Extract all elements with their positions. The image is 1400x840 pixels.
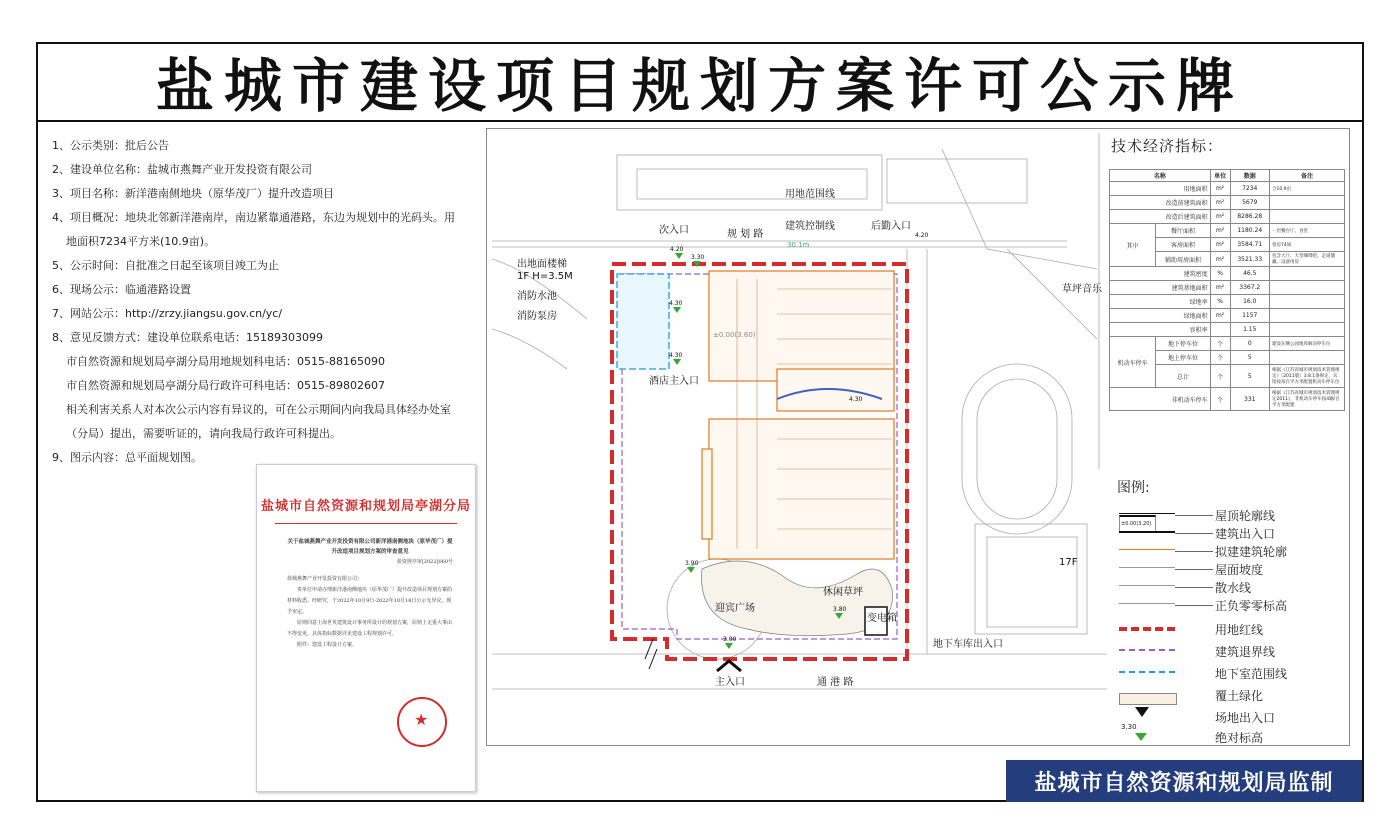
tech-row: [1110, 196, 1345, 210]
info-item: （分局）提出，需要听证的，请向我局行政许可科提出。: [66, 427, 341, 440]
tech-note: [1270, 196, 1345, 210]
tech-title: 技术经济指标：: [1111, 137, 1224, 155]
tech-note: [1270, 351, 1345, 365]
doc-header: 盐城市自然资源和规划局亭湖分局: [260, 499, 471, 514]
tech-unit: 个: [1210, 337, 1230, 351]
tech-unit: m²: [1210, 238, 1230, 252]
tech-value: 5: [1230, 365, 1269, 388]
tech-unit: m²: [1210, 224, 1230, 238]
tech-value: 5: [1230, 351, 1269, 365]
label-garage: 地下车库出入口: [933, 639, 1003, 650]
tech-note: [1270, 281, 1345, 295]
tech-note: [1270, 323, 1345, 337]
legend-item-label: 拟建建筑轮廓: [1215, 545, 1288, 559]
tech-header: 名称: [1110, 170, 1211, 182]
legend-item-label: 散水线: [1215, 581, 1252, 595]
doc-subject: 关于盐城燕舞产业开发投资有限公司新洋港南侧地块（原华茂厂）提升改造项目规划方案的审查意见: [287, 539, 453, 555]
legend-symbol: [1119, 693, 1177, 705]
elevation-label: 4.30: [669, 300, 683, 307]
info-item: 3、项目名称：新洋港南侧地块（原华茂厂）提升改造项目: [52, 187, 334, 200]
info-item: 4、项目概况：地块北邻新洋港南岸，南边紧靠通港路，东边为规划中的光码头。用: [52, 211, 455, 224]
tech-note: 客房74间: [1270, 238, 1345, 252]
tech-row: [1110, 267, 1345, 281]
legend-symbol: [1119, 603, 1175, 604]
tech-group: 机动车停车: [1110, 337, 1156, 388]
label-control: 建筑控制线: [785, 221, 835, 232]
tech-unit: m²: [1210, 196, 1230, 210]
tech-unit: 个: [1210, 351, 1230, 365]
tech-name: 客房面积: [1156, 238, 1210, 252]
info-item: 8、意见反馈方式：建设单位联系电话：15189303099: [52, 331, 323, 344]
tech-group: 其中: [1110, 224, 1156, 267]
info-item: 市自然资源和规划局亭湖分局用地规划科电话：0515-88165090: [66, 355, 385, 368]
tech-name: 绿地率: [1110, 295, 1211, 309]
tech-value: 1.15: [1230, 323, 1269, 337]
tech-table: [1109, 169, 1345, 411]
legend-item-label: 建筑退界线: [1215, 645, 1276, 659]
label-lawn-music: 草坪音乐: [1062, 284, 1102, 295]
legend-leader: [1175, 569, 1213, 570]
main-entry-arrow: [717, 661, 741, 671]
label-road-north: 规 划 路: [727, 229, 764, 240]
legend-leader: [1175, 533, 1213, 534]
tech-value: 7234: [1230, 182, 1269, 196]
doc-addressee: 盐城燕舞产业开发投资有限公司：: [287, 576, 363, 582]
tech-row: [1110, 309, 1345, 323]
site-plan-panel: [486, 128, 1350, 746]
tech-name: 建筑基地面积: [1110, 281, 1211, 295]
tech-value: 8286.28: [1230, 210, 1269, 224]
legend-symbol: [1119, 627, 1175, 631]
doc-paragraph: 原则同意上海世英建筑设计事务所设计的规划方案，原则上无重大事由不得变更，具体指标数据详见建设工程规划许可。: [287, 620, 453, 637]
tech-note: 建设东侧公园地库解决停车位: [1270, 337, 1345, 351]
info-item: 6、现场公示：临通港路设置: [52, 283, 191, 296]
label-lawn: 休闲草坪: [823, 587, 863, 598]
tech-body: [1110, 182, 1345, 411]
info-item: 1、公示类别：批后公告: [52, 139, 169, 152]
official-seal: [397, 697, 447, 747]
info-item: 5、公示时间：自批准之日起至该项目竣工为止: [52, 259, 279, 272]
doc-header-rule: [275, 523, 457, 524]
label-stairs: 出地面楼梯: [517, 259, 567, 270]
tech-unit: 个: [1210, 365, 1230, 388]
legend-symbol: [1135, 707, 1149, 717]
tech-note: 包含大厅、大堂咖啡吧、走道储藏、设备用房: [1270, 252, 1345, 267]
label-hotel-entry: 酒店主入口: [649, 376, 699, 387]
tech-unit: m²: [1210, 252, 1230, 267]
tech-unit: 个: [1210, 388, 1230, 411]
elevation-label: 3.80: [833, 606, 847, 613]
tech-note: [1270, 210, 1345, 224]
tech-row: [1110, 323, 1345, 337]
tech-value: 16.0: [1230, 295, 1269, 309]
elevation-label: 4.30: [669, 352, 683, 359]
tech-name: 餐厅面积: [1156, 224, 1210, 238]
legend-symbol: [1119, 549, 1175, 550]
tech-note: 根据《江苏省城市规划技术管理规定》（2011版）3.8.1条规定，宾馆按每百平方米配置机动车停车位: [1270, 365, 1345, 388]
elevation-label: 4.30: [849, 396, 863, 403]
tech-value: 3367.2: [1230, 281, 1269, 295]
tech-unit: %: [1210, 267, 1230, 281]
tech-name: 容积率: [1110, 323, 1211, 337]
label-stairs-height: 1F H=3.5M: [517, 271, 573, 282]
legend-leader: [1175, 551, 1213, 552]
legend-title: 图例:: [1117, 480, 1150, 496]
tech-name: 改造后建筑面积: [1110, 210, 1211, 224]
tech-header: 备注: [1270, 170, 1345, 182]
tech-unit: [1210, 323, 1230, 337]
legend-item-label: 屋面坡度: [1215, 563, 1264, 577]
legend-symbol: [1119, 513, 1175, 514]
label-substation: 变电箱: [867, 613, 897, 624]
legend-symbol: [1135, 733, 1147, 741]
tech-value: 46.5: [1230, 267, 1269, 281]
legend-elevation-sample: 3.30: [1121, 723, 1137, 731]
legend-item-label: 覆土绿化: [1215, 689, 1264, 703]
approval-document: [256, 464, 476, 792]
elevation-label: 3.00: [723, 636, 737, 643]
tech-row: [1110, 182, 1345, 196]
tech-row: [1110, 281, 1345, 295]
tech-unit: m²: [1210, 309, 1230, 323]
tech-value: 331: [1230, 388, 1269, 411]
legend-leader: [1175, 587, 1213, 588]
tech-header: 数据: [1230, 170, 1269, 182]
info-item: 9、图示内容：总平面规划图。: [52, 451, 202, 464]
label-fire-pump: 消防泵房: [517, 311, 557, 322]
tech-name: 用地面积: [1110, 182, 1211, 196]
label-main-entry: 主入口: [715, 677, 745, 688]
tech-note: 一层餐台厅、食堂: [1270, 224, 1345, 238]
tech-row: [1110, 295, 1345, 309]
tech-value: 1180.24: [1230, 224, 1269, 238]
label-boundary: 用地范围线: [785, 189, 835, 200]
info-item: 2、建设单位名称：盐城市燕舞产业开发投资有限公司: [52, 163, 312, 176]
legend-item-label: 地下室范围线: [1215, 667, 1288, 681]
tech-unit: m²: [1210, 281, 1230, 295]
legend-item-label: 屋顶轮廓线: [1215, 509, 1276, 523]
label-17f: 17F: [1059, 557, 1078, 568]
label-zero-elevation: ±0.00(3.60): [713, 331, 756, 339]
info-item: 市自然资源和规划局亭湖分局行政许可科电话：0515-89802607: [66, 379, 385, 392]
legend-item-label: 场地出入口: [1215, 711, 1276, 725]
footer-banner: 盐城市自然资源和规划局监制: [1006, 760, 1362, 802]
doc-paragraph: 贵单位申请办理新洋港南侧地块（原华茂厂）提升改造项目规划方案的材料收悉。经研究，于2022年10月9日-2022年10月18日公示无异议，现予审定。: [287, 587, 453, 615]
tech-value: 5679: [1230, 196, 1269, 210]
legend-symbol: [1119, 585, 1175, 586]
elevation-label: 4.20: [915, 232, 929, 239]
tech-note: 根据《江苏省城市规划技术管理规定2011》，非机动车停车按4辆/百平方米配建: [1270, 388, 1345, 411]
elevation-label: 3.30: [691, 254, 705, 261]
tech-name: 绿地面积: [1110, 309, 1211, 323]
elevation-label: 4.20: [670, 246, 684, 253]
legend-symbol: [1119, 531, 1175, 533]
label-plaza: 迎宾广场: [715, 603, 755, 614]
elevation-label: 3.90: [685, 560, 699, 567]
tech-value: 3584.71: [1230, 238, 1269, 252]
tech-row: [1110, 337, 1345, 351]
info-list: [52, 134, 472, 470]
tech-note: [1270, 309, 1345, 323]
tech-name: 总计: [1156, 365, 1210, 388]
tech-note: [1270, 267, 1345, 281]
tech-unit: m²: [1210, 182, 1230, 196]
sign-title: 盐城市建设项目规划方案许可公示牌: [36, 42, 1364, 122]
tech-note: 合10.9亩: [1270, 182, 1345, 196]
tech-unit: %: [1210, 295, 1230, 309]
legend-leader: [1175, 605, 1213, 606]
legend-zero-sample: ±0.00(3.20): [1119, 515, 1156, 532]
tech-value: 1157: [1230, 309, 1269, 323]
legend-symbol: [1119, 649, 1175, 651]
tech-value: 3521.33: [1230, 252, 1269, 267]
legend-symbol: [1119, 671, 1175, 673]
info-item: 相关利害关系人对本次公示内容有异议的，可在公示期间内向我局具体经办处室: [66, 403, 451, 416]
info-item: 7、网站公示：http://zrzy.jiangsu.gov.cn/yc/: [52, 307, 283, 320]
label-second-entry: 次入口: [659, 225, 689, 236]
tech-name: 建筑密度: [1110, 267, 1211, 281]
legend-leader: [1175, 515, 1213, 516]
tech-row: [1110, 210, 1345, 224]
legend-item-label: 建筑出入口: [1215, 527, 1276, 541]
legend-item-label: 绝对标高: [1215, 731, 1264, 745]
tech-note: [1270, 295, 1345, 309]
tech-name: 地下停车位: [1156, 337, 1210, 351]
label-back-entry: 后勤入口: [871, 221, 911, 232]
legend-symbol: [1119, 567, 1175, 568]
label-distance: 30.1m: [787, 241, 810, 249]
tech-unit: m²: [1210, 210, 1230, 224]
label-road-south: 通 港 路: [817, 677, 854, 688]
tech-row: [1110, 388, 1345, 411]
legend: [1115, 501, 1345, 745]
info-item: 地面积7234平方米(10.9亩)。: [66, 235, 216, 248]
tech-header: 单位: [1210, 170, 1230, 182]
legend-item-label: 正负零零标高: [1215, 599, 1288, 613]
tech-name: 改造前建筑面积: [1110, 196, 1211, 210]
tech-name: 地上停车位: [1156, 351, 1210, 365]
doc-body: [287, 537, 453, 651]
tech-name: 辅助用房面积: [1156, 252, 1210, 267]
label-fire-pool: 消防水池: [517, 291, 557, 302]
basement-outline: [617, 274, 669, 369]
doc-number: 盐资规亭审[2022]060号: [396, 559, 453, 565]
tech-value: 0: [1230, 337, 1269, 351]
tech-name: 非机动车停车: [1110, 388, 1211, 411]
doc-paragraph: 附件：建设工程设计方案。: [297, 642, 358, 648]
legend-item-label: 用地红线: [1215, 623, 1264, 637]
tech-row: [1110, 224, 1345, 238]
